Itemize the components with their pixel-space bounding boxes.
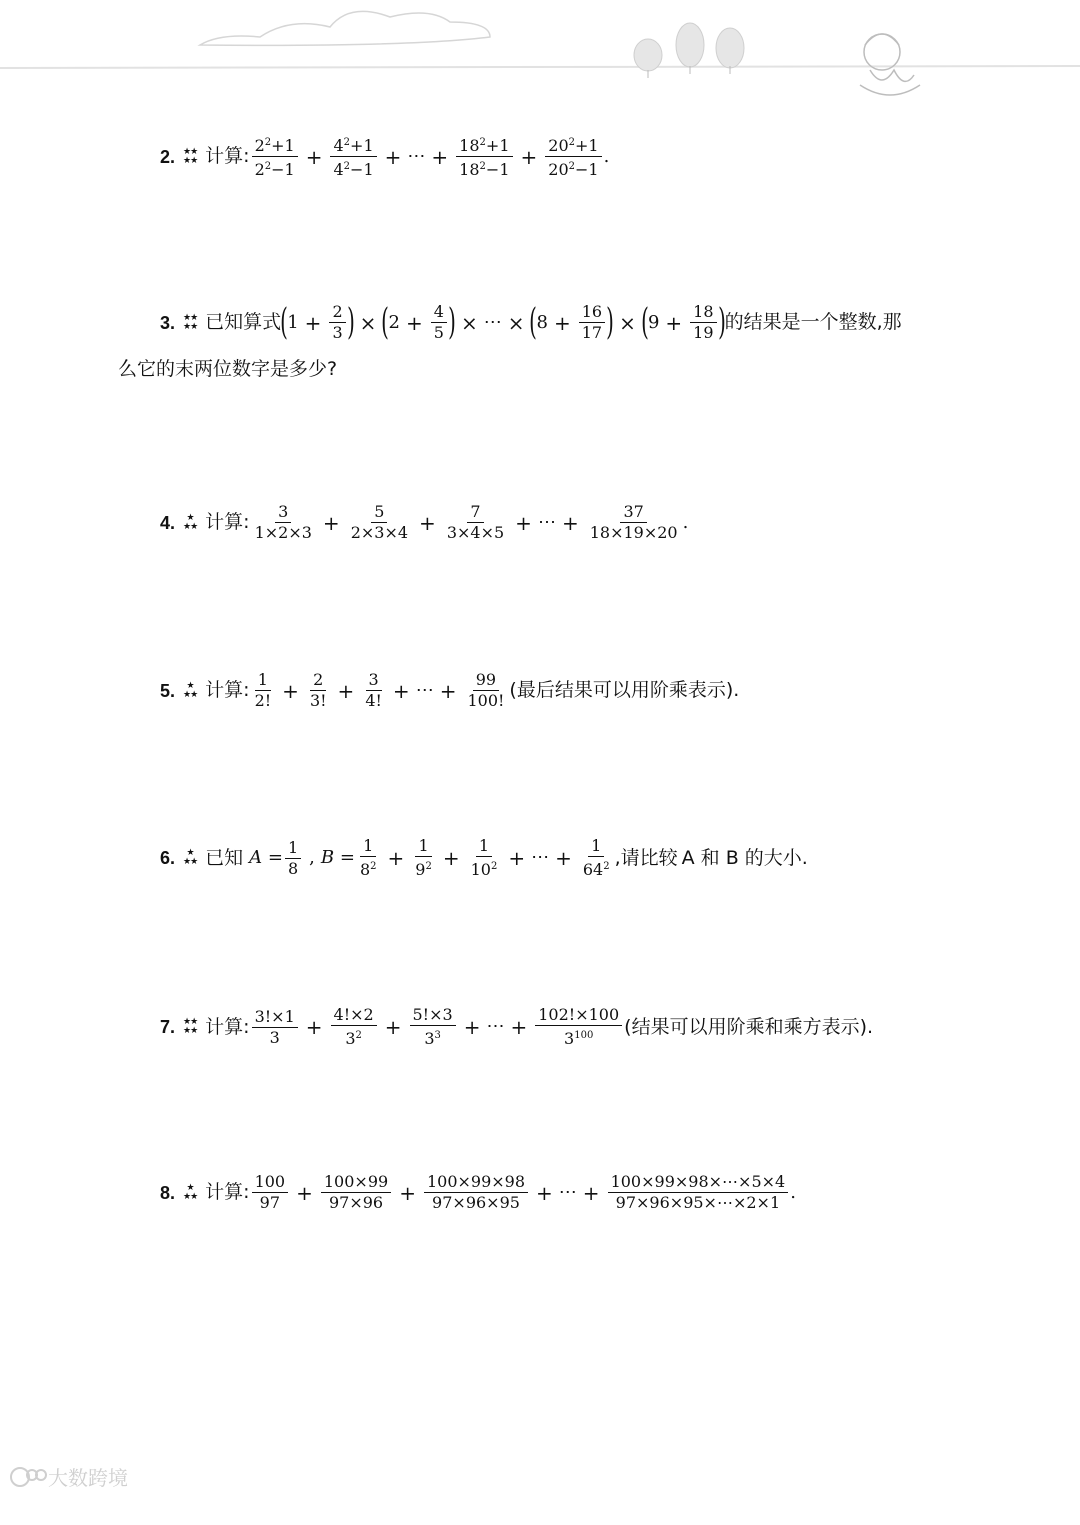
problem-number: 7.: [160, 1017, 176, 1037]
problem-label: 计算:: [205, 1015, 250, 1038]
expression: $\frac{3}{1\times 2\times 3}$ + $\frac{5}{2\times 3\times 4}$ + $\frac{7}{3\times 4\times 5}$ + ⋯ + $\frac{37}{18\times 19\times 20}$ .: [254, 502, 689, 542]
tree-decoration: [634, 23, 744, 78]
problem-label: 计算:: [205, 145, 250, 167]
expression: A = $\frac{1}{8}$ , B = $\frac{1}{8^2}$ + $\frac{1}{9^2}$ + $\frac{1}{10^2}$ + ⋯ + $\frac{1}{64^2}$: [249, 836, 610, 879]
problem-label: 计算:: [205, 511, 250, 533]
problem-text: 的结果是一个整数,那: [724, 311, 902, 333]
difficulty-stars-icon: ★ ★★: [183, 680, 198, 700]
difficulty-stars-icon: ★★ ★★: [183, 146, 198, 166]
problem-label: 计算:: [205, 1181, 250, 1203]
expression: ( 1 + $\frac{2}{3}$ ) × ( 2 + $\frac{4}{5}$ ) × ⋯ × ( 8 + $\frac{16}{17}$ ) × ( 9 + $\frac{18}{19}$ ): [280, 301, 726, 343]
problem-text-compare: A 和 B 的大小.: [681, 846, 808, 869]
problem-text: (最后结果可以用阶乘表示).: [509, 679, 740, 701]
problem-number: 4.: [160, 512, 176, 533]
expression: $\frac{2^2+1}{2^2-1}$ + $\frac{4^2+1}{4^2-1}$ + ⋯ + $\frac{18^2+1}{18^2-1}$ + $\frac{20^2+1}{20^2-1}$ .: [250, 133, 610, 180]
difficulty-stars-icon: ★★ ★★: [183, 312, 198, 332]
problem-number: 6.: [160, 848, 176, 868]
problem-number: 3.: [160, 312, 176, 333]
watermark-logo-icon: [8, 1463, 48, 1491]
watermark: [8, 1462, 128, 1491]
difficulty-stars-icon: ★ ★★: [183, 848, 198, 867]
problem-number: 5.: [160, 680, 176, 701]
problem-number: 2.: [160, 146, 176, 167]
watermark-text: 大数跨境: [48, 1466, 128, 1490]
expression: $\frac{3!\times 1}{3}$ + $\frac{4!\times 2}{3^2}$ + $\frac{5!\times 3}{3^3}$ + ⋯ + $\frac{102!\times 100}{3^{100}}$: [250, 1005, 625, 1049]
expression: $\frac{1}{2!}$ + $\frac{2}{3!}$ + $\frac{3}{4!}$ + ⋯ + $\frac{99}{100!}$: [254, 670, 505, 710]
difficulty-stars-icon: ★ ★★: [183, 1182, 198, 1202]
header-decoration: [0, 0, 1080, 130]
problem-number: 8.: [160, 1182, 176, 1203]
problem-text: (结果可以用阶乘和乘方表示).: [624, 1015, 874, 1038]
problem-label: 已知算式: [205, 311, 282, 333]
difficulty-stars-icon: ★ ★★: [183, 512, 198, 532]
cloud-decoration: [200, 11, 490, 45]
horizon-line: [0, 66, 1080, 68]
problem-text: ,请比较: [614, 846, 678, 869]
problem-label: 计算:: [205, 679, 250, 701]
problem-label: 已知: [205, 846, 244, 869]
expression: $\frac{100}{97}$ + $\frac{100\times 99}{97\times 96}$ + $\frac{100\times 99\times 98}{97\times 96\times 95}$ + ⋯ + $\frac{100\times 99\times 98\times\cdots\times 5\times 4}{97\times 96\times 95\times\cdots\times 2\times 1}$ .: [250, 1172, 796, 1213]
problem-text-continuation: 么它的末两位数字是多少?: [118, 358, 338, 380]
difficulty-stars-icon: ★★ ★★: [183, 1017, 198, 1036]
cartoon-girl-decoration: [860, 34, 920, 95]
